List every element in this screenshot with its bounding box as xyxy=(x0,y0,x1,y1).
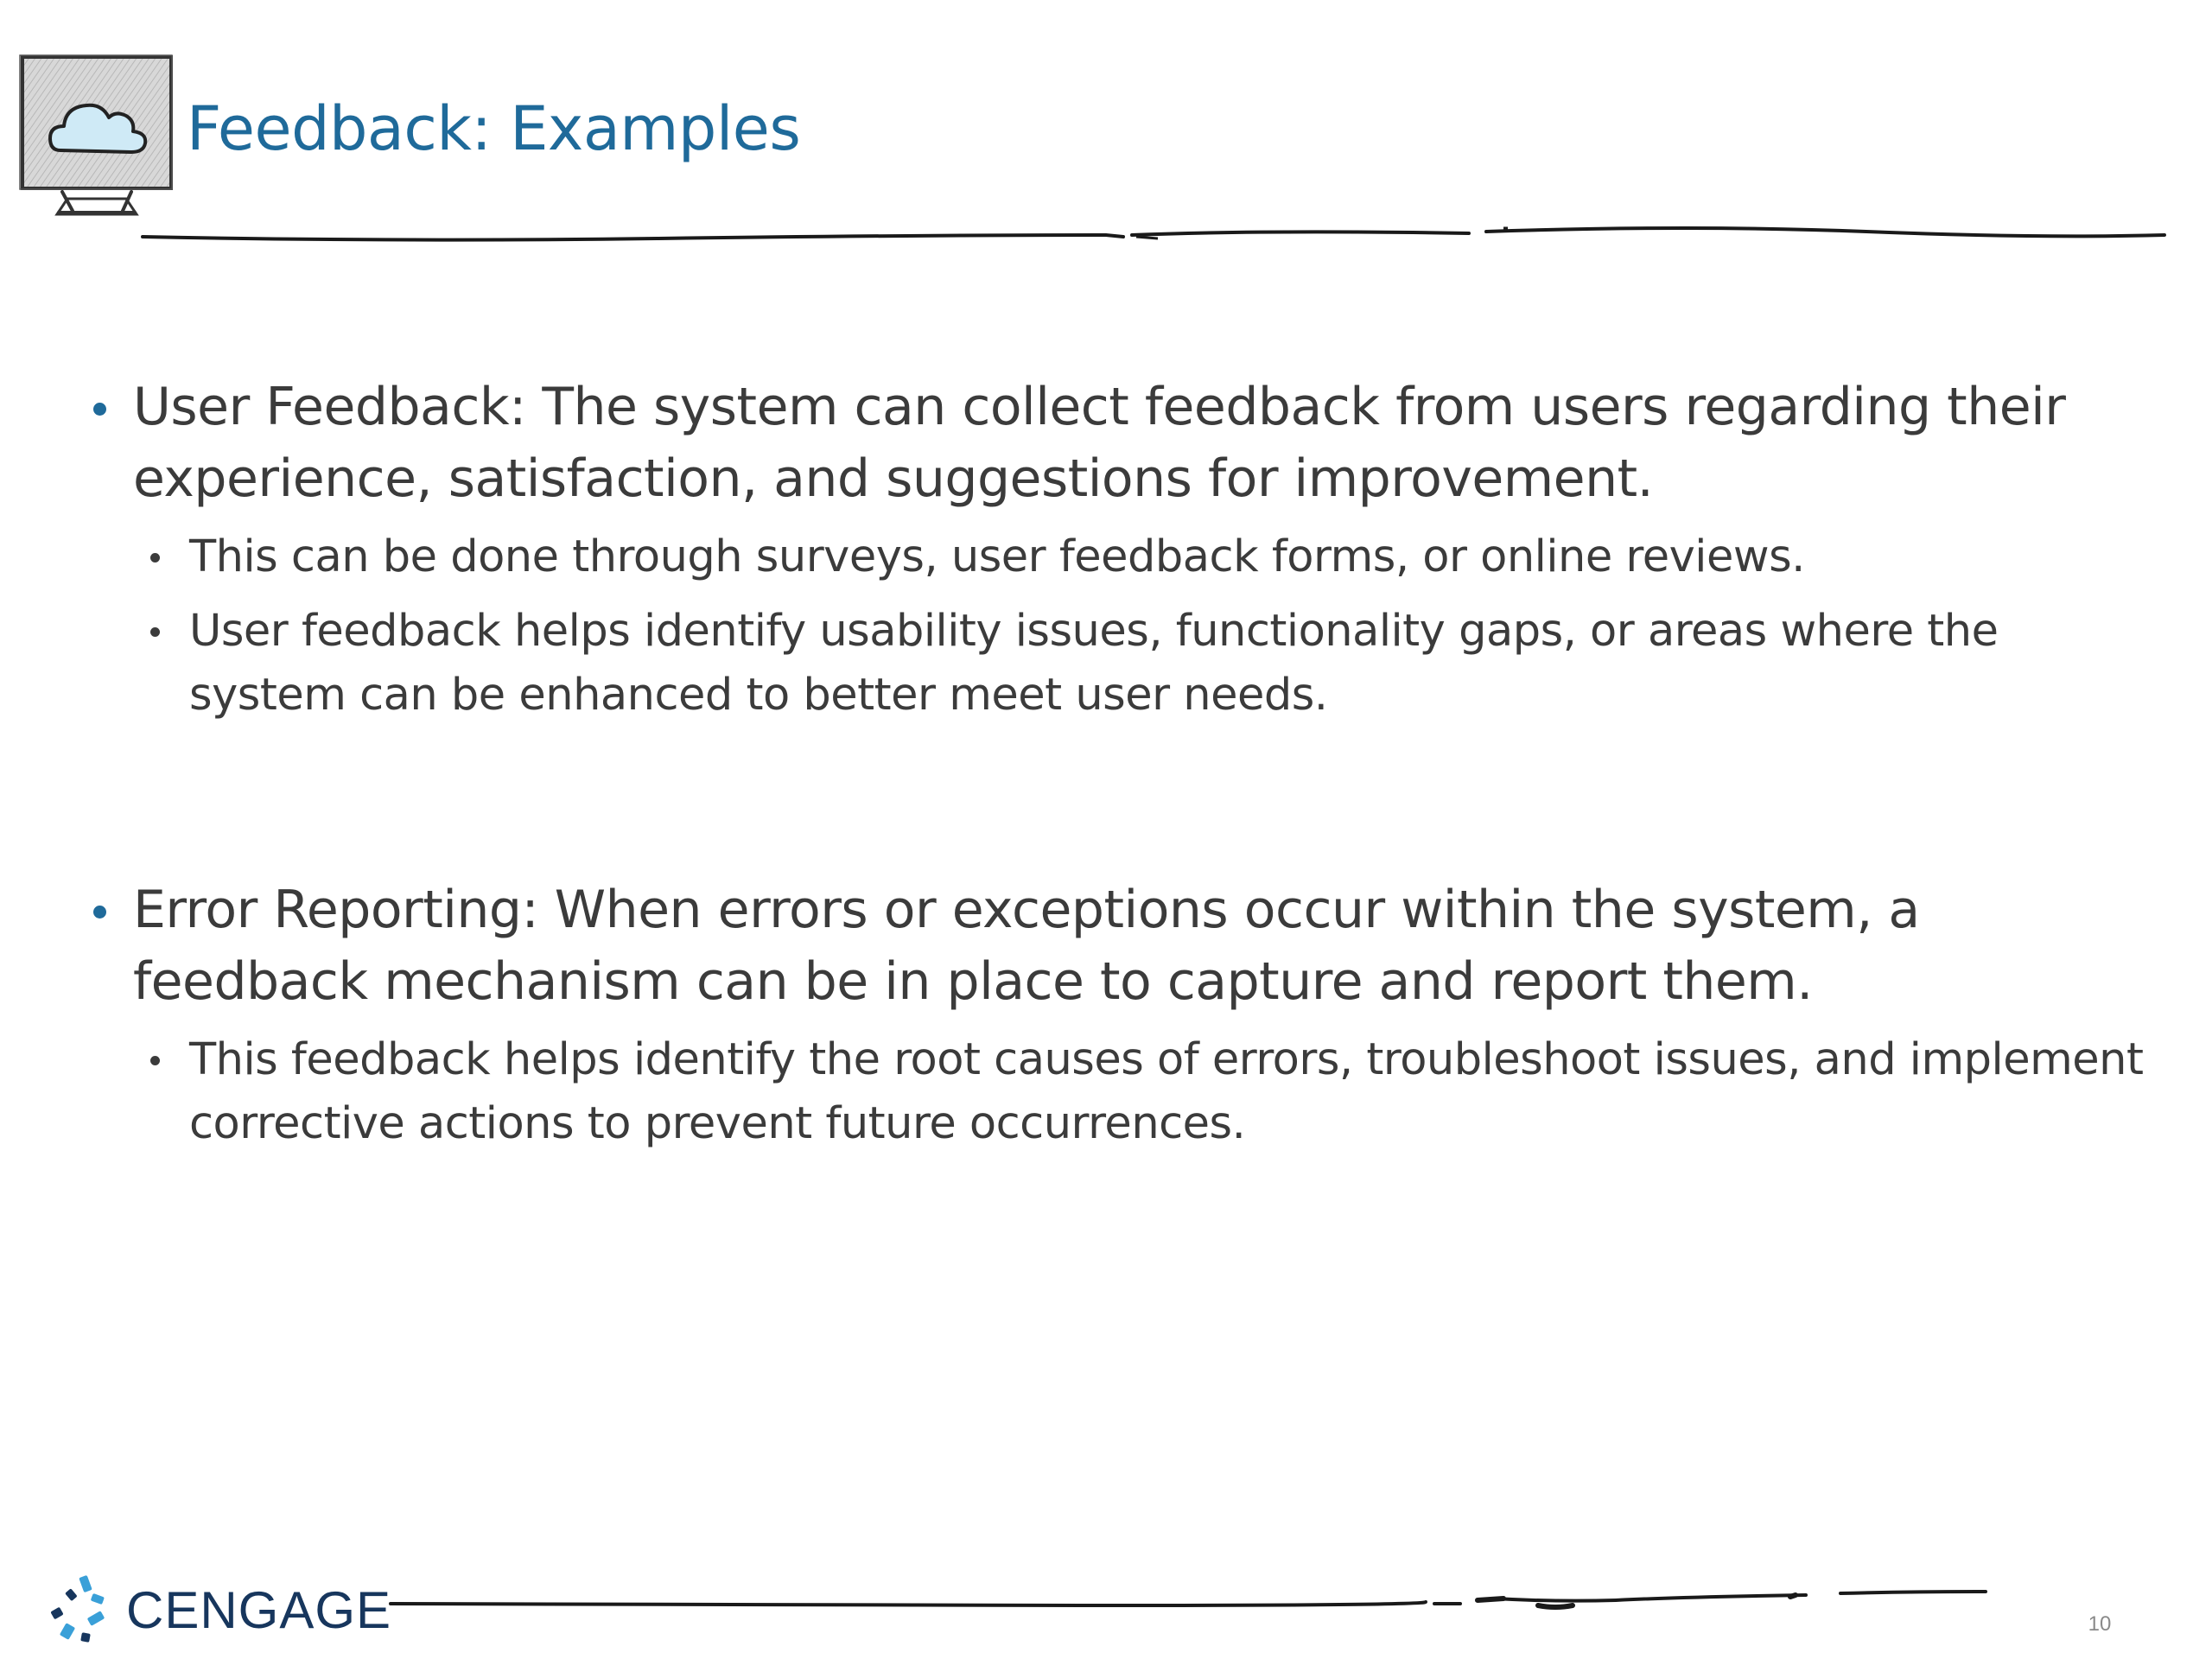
bullet-error-reporting: Error Reporting: When errors or exceptions occur within the system, a feedback mechanism can be in place to capture and report them. xyxy=(86,874,2160,1018)
cengage-logo-icon xyxy=(38,1571,116,1649)
footer-divider xyxy=(389,1580,1987,1614)
brand-name: CENGAGE xyxy=(126,1580,392,1639)
cloud-monitor-icon xyxy=(19,54,179,226)
sub-bullet: This feedback helps identify the root causes of errors, troubleshoot issues, and implement corrective actions to prevent future occurrences. xyxy=(86,1028,2160,1156)
header-divider xyxy=(138,218,2169,244)
slide-title: Feedback: Examples xyxy=(187,93,801,164)
cengage-logo xyxy=(38,1571,391,1649)
sub-bullet: This can be done through surveys, user feedback forms, or online reviews. xyxy=(86,525,2160,589)
bullet-user-feedback: User Feedback: The system can collect feedback from users regarding their experience, satisfaction, and suggestions for improvement. xyxy=(86,372,2160,515)
slide-body xyxy=(86,372,2160,1156)
page-number: 10 xyxy=(2088,1612,2112,1636)
sub-bullet: User feedback helps identify usability issues, functionality gaps, or areas where the system can be enhanced to better meet user needs. xyxy=(86,600,2160,728)
